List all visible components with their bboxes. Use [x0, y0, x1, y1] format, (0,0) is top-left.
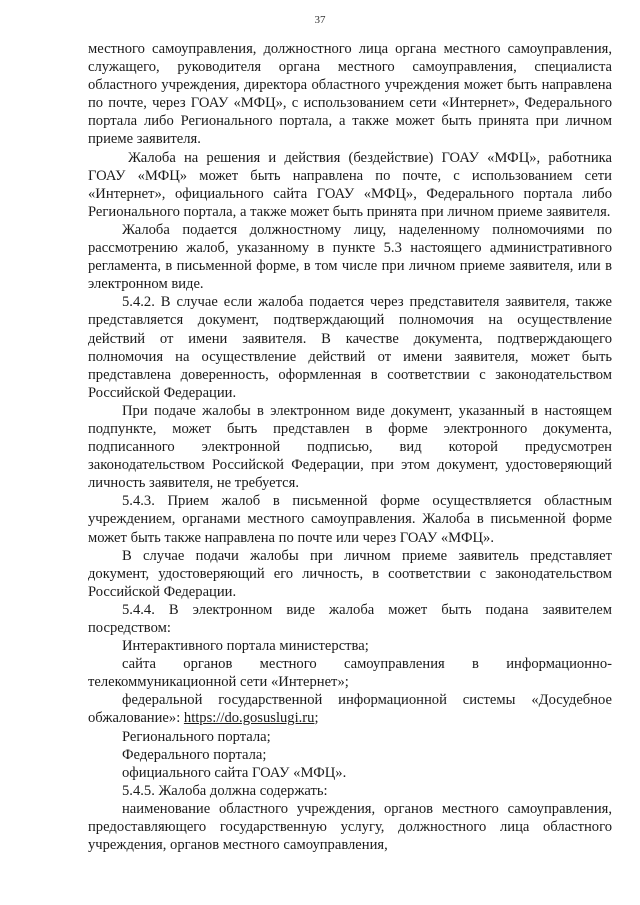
paragraph-continuation: местного самоуправления, должностного лица органа местного самоуправления, служащего, руководителя органа местного самоуправления, специалиста областного учреждения, директора областного учреждения может быть направлена по почте, через ГОАУ «МФЦ», с использованием сети «Интернет», Федерального портала либо Регионального портала, а также может быть принята при личном приеме заявителя.: [88, 41, 612, 148]
paragraph-5-4-2: 5.4.2. В случае если жалоба подается через представителя заявителя, также представляется документ, подтверждающий полномочия на осуществление действий от имени заявителя. В качестве документа, подтверждающего полномочия на осуществление действий от имени заявителя, может быть представлена доверенность, оформленная в соответствии с законодательством Российской Федерации.: [88, 294, 612, 401]
document-body: [88, 40, 612, 854]
pretrial-system-suffix: ;: [314, 710, 319, 727]
gosuslugi-link[interactable]: https://do.gosuslugi.ru: [183, 710, 315, 727]
section-5-4-5-heading: 5.4.5. Жалоба должна содержать:: [122, 782, 328, 799]
list-item-pretrial-system: [88, 691, 612, 727]
list-item-regional-portal: Регионального портала;: [122, 728, 271, 745]
page-number: 37: [314, 14, 326, 26]
paragraph-mfc-complaint: Жалоба на решения и действия (бездействие) ГОАУ «МФЦ», работника ГОАУ «МФЦ» может быть направлена по почте, с использованием сети «Интернет», официального сайта ГОАУ «МФЦ», Федерального портала либо Регионального портала, а также может быть принята при личном приеме заявителя.: [88, 149, 612, 220]
list-item-mfc-site: официального сайта ГОАУ «МФЦ».: [122, 764, 347, 781]
list-item-local-sites: сайта органов местного самоуправления в информационно-телекоммуникационной сети «Интернет»;: [88, 656, 612, 691]
paragraph-personal-reception: В случае подачи жалобы при личном приеме заявитель представляет документ, удостоверяющий его личность, в соответствии с законодательством Российской Федерации.: [88, 547, 612, 600]
paragraph-electronic-submission: При подаче жалобы в электронном виде документ, указанный в настоящем подпункте, может быть представлен в форме электронного документа, подписанного электронной подписью, вид которой предусмотрен законодательством Российской Федерации, при этом документ, удостоверяющий личность заявителя, не требуется.: [88, 402, 612, 492]
section-5-4-5-text: наименование областного учреждения, органов местного самоуправления, предоставляющего государственную услугу, должностного лица областного учреждения, органов местного самоуправления,: [88, 800, 612, 854]
pretrial-system-text: федеральной государственной информационной системы «Досудебное обжалование»:: [88, 692, 612, 727]
list-item-federal-portal: Федерального портала;: [122, 746, 267, 763]
paragraph-5-4-3: 5.4.3. Прием жалоб в письменной форме осуществляется областным учреждением, органами местного самоуправления. Жалоба в письменной форме может быть также направлена по почте или через ГОАУ «МФЦ».: [88, 493, 612, 546]
paragraph-complaint-addressee: Жалоба подается должностному лицу, наделенному полномочиями по рассмотрению жалоб, указанному в пункте 5.3 настоящего административного регламента, в письменной форме, в том числе при личном приеме заявителя, или в электронном виде.: [88, 221, 612, 293]
paragraph-5-4-4: 5.4.4. В электронном виде жалоба может быть подана заявителем посредством:: [88, 601, 612, 636]
list-item-ministry-portal: Интерактивного портала министерства;: [122, 638, 369, 655]
